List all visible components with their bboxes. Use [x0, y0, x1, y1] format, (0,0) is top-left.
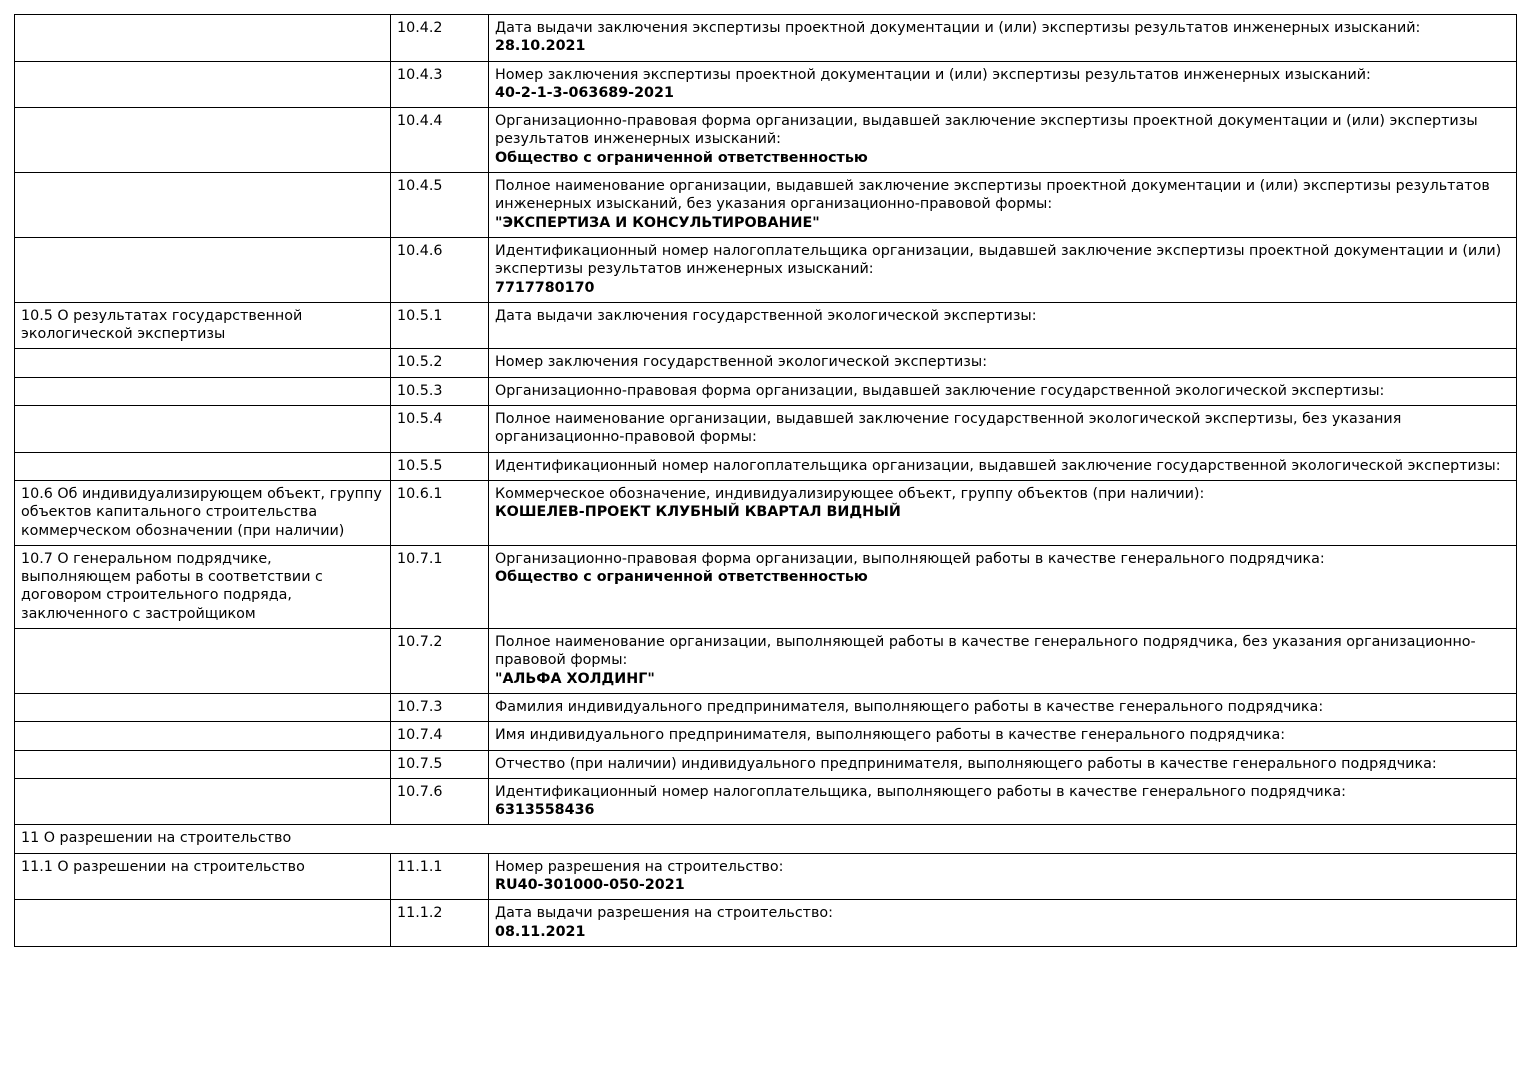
field-label: Номер заключения экспертизы проектной документации и (или) экспертизы результатов инженерных изысканий:: [495, 66, 1371, 83]
table-row: [15, 693, 1517, 721]
table-row: [15, 853, 1517, 900]
section-cell: 10.5 О результатах государственной экологической экспертизы: [15, 302, 391, 349]
field-label: Номер разрешения на строительство:: [495, 858, 784, 875]
code-cell: 10.6.1: [391, 480, 489, 545]
table-row: [15, 108, 1517, 173]
table-row: [15, 15, 1517, 62]
content-cell: [489, 61, 1517, 108]
table-row: [15, 302, 1517, 349]
field-label: Дата выдачи заключения государственной экологической экспертизы:: [495, 307, 1037, 324]
content-cell: [489, 15, 1517, 62]
section-cell: [15, 629, 391, 694]
content-cell: [489, 693, 1517, 721]
content-cell: [489, 853, 1517, 900]
field-value: 08.11.2021: [495, 923, 586, 940]
field-value: RU40-301000-050-2021: [495, 876, 685, 893]
field-label: Полное наименование организации, выдавшей заключение государственной экологической экспертизы, без указания организационно-правовой формы:: [495, 411, 1402, 446]
code-cell: 10.7.4: [391, 722, 489, 750]
code-cell: 11.1.1: [391, 853, 489, 900]
field-value: "ЭКСПЕРТИЗА И КОНСУЛЬТИРОВАНИЕ": [495, 214, 820, 231]
table-row: [15, 406, 1517, 453]
section-cell: 10.6 Об индивидуализирующем объект, группу объектов капитального строительства коммерческом обозначении (при наличии): [15, 480, 391, 545]
declaration-table: [14, 14, 1517, 947]
table-row: [15, 452, 1517, 480]
field-value: КОШЕЛЕВ-ПРОЕКТ КЛУБНЫЙ КВАРТАЛ ВИДНЫЙ: [495, 504, 901, 521]
section-cell: [15, 349, 391, 377]
field-label: Идентификационный номер налогоплательщика организации, выдавшей заключение государственной экологической экспертизы:: [495, 457, 1501, 474]
field-label: Полное наименование организации, выполняющей работы в качестве генерального подрядчика, без указания организационно-правовой формы:: [495, 634, 1476, 669]
code-cell: 10.7.5: [391, 750, 489, 778]
table-row: [15, 629, 1517, 694]
table-row: [15, 545, 1517, 628]
section-cell: [15, 61, 391, 108]
table-row: [15, 237, 1517, 302]
section-cell: [15, 693, 391, 721]
field-label: Дата выдачи разрешения на строительство:: [495, 905, 834, 922]
table-row: [15, 900, 1517, 947]
field-label: Коммерческое обозначение, индивидуализирующее объект, группу объектов (при наличии):: [495, 485, 1205, 502]
table-row: [15, 750, 1517, 778]
content-cell: [489, 722, 1517, 750]
content-cell: [489, 778, 1517, 825]
section-cell: 11.1 О разрешении на строительство: [15, 853, 391, 900]
content-cell: [489, 629, 1517, 694]
section-cell: [15, 108, 391, 173]
code-cell: 10.7.6: [391, 778, 489, 825]
section-cell: [15, 452, 391, 480]
table-body: [15, 15, 1517, 947]
code-cell: 10.4.4: [391, 108, 489, 173]
field-label: Идентификационный номер налогоплательщика организации, выдавшей заключение экспертизы проектной документации и (или) экспертизы результатов инженерных изысканий:: [495, 242, 1502, 278]
section-cell: [15, 778, 391, 825]
field-value: 28.10.2021: [495, 38, 586, 55]
content-cell: [489, 480, 1517, 545]
content-cell: [489, 406, 1517, 453]
table-row: [15, 377, 1517, 405]
code-cell: 11.1.2: [391, 900, 489, 947]
field-label: Организационно-правовая форма организации, выполняющей работы в качестве генерального подрядчика:: [495, 550, 1325, 567]
section-cell: [15, 15, 391, 62]
code-cell: 10.4.2: [391, 15, 489, 62]
field-value: Общество с ограниченной ответственностью: [495, 569, 868, 586]
code-cell: 10.5.3: [391, 377, 489, 405]
field-value: "АЛЬФА ХОЛДИНГ": [495, 670, 655, 687]
field-label: Номер заключения государственной экологической экспертизы:: [495, 354, 988, 371]
content-cell: [489, 750, 1517, 778]
content-cell: [489, 377, 1517, 405]
table-row: [15, 173, 1517, 238]
content-cell: [489, 452, 1517, 480]
section-cell: [15, 900, 391, 947]
field-label: Идентификационный номер налогоплательщика, выполняющего работы в качестве генерального подрядчика:: [495, 783, 1346, 800]
field-label: Имя индивидуального предпринимателя, выполняющего работы в качестве генерального подрядчика:: [495, 727, 1286, 744]
field-value: 40-2-1-3-063689-2021: [495, 84, 674, 101]
table-row: [15, 778, 1517, 825]
table-row-section-header: [15, 825, 1517, 853]
table-row: [15, 722, 1517, 750]
code-cell: 10.7.1: [391, 545, 489, 628]
section-cell: [15, 237, 391, 302]
table-row: [15, 349, 1517, 377]
content-cell: [489, 545, 1517, 628]
field-label: Организационно-правовая форма организации, выдавшей заключение экспертизы проектной документации и (или) экспертизы результатов инженерных изысканий:: [495, 113, 1478, 148]
field-label: Фамилия индивидуального предпринимателя, выполняющего работы в качестве генерального подрядчика:: [495, 698, 1324, 715]
field-value: 6313558436: [495, 802, 595, 819]
field-label: Организационно-правовая форма организации, выдавшей заключение государственной экологической экспертизы:: [495, 382, 1385, 399]
field-label: Отчество (при наличии) индивидуального предпринимателя, выполняющего работы в качестве генерального подрядчика:: [495, 755, 1437, 772]
content-cell: [489, 237, 1517, 302]
section-cell: [15, 406, 391, 453]
table-row: [15, 61, 1517, 108]
code-cell: 10.5.1: [391, 302, 489, 349]
code-cell: 10.7.3: [391, 693, 489, 721]
field-label: Полное наименование организации, выдавшей заключение экспертизы проектной документации и (или) экспертизы результатов инженерных изысканий, без указания организационно-правовой формы:: [495, 178, 1490, 213]
code-cell: 10.4.3: [391, 61, 489, 108]
code-cell: 10.4.5: [391, 173, 489, 238]
code-cell: 10.7.2: [391, 629, 489, 694]
section-cell: [15, 377, 391, 405]
section-cell: [15, 750, 391, 778]
table-row: [15, 480, 1517, 545]
field-value: 7717780170: [495, 279, 595, 296]
content-cell: [489, 173, 1517, 238]
code-cell: 10.5.2: [391, 349, 489, 377]
section-cell: [15, 722, 391, 750]
content-cell: [489, 108, 1517, 173]
section-header-cell: 11 О разрешении на строительство: [15, 825, 1517, 853]
field-label: Дата выдачи заключения экспертизы проектной документации и (или) экспертизы результатов инженерных изысканий:: [495, 20, 1421, 36]
content-cell: [489, 900, 1517, 947]
code-cell: 10.5.5: [391, 452, 489, 480]
field-value: Общество с ограниченной ответственностью: [495, 149, 868, 166]
content-cell: [489, 302, 1517, 349]
code-cell: 10.5.4: [391, 406, 489, 453]
code-cell: 10.4.6: [391, 237, 489, 302]
section-cell: 10.7 О генеральном подрядчике, выполняющем работы в соответствии с договором строительного подряда, заключенного с застройщиком: [15, 545, 391, 628]
content-cell: [489, 349, 1517, 377]
section-cell: [15, 173, 391, 238]
